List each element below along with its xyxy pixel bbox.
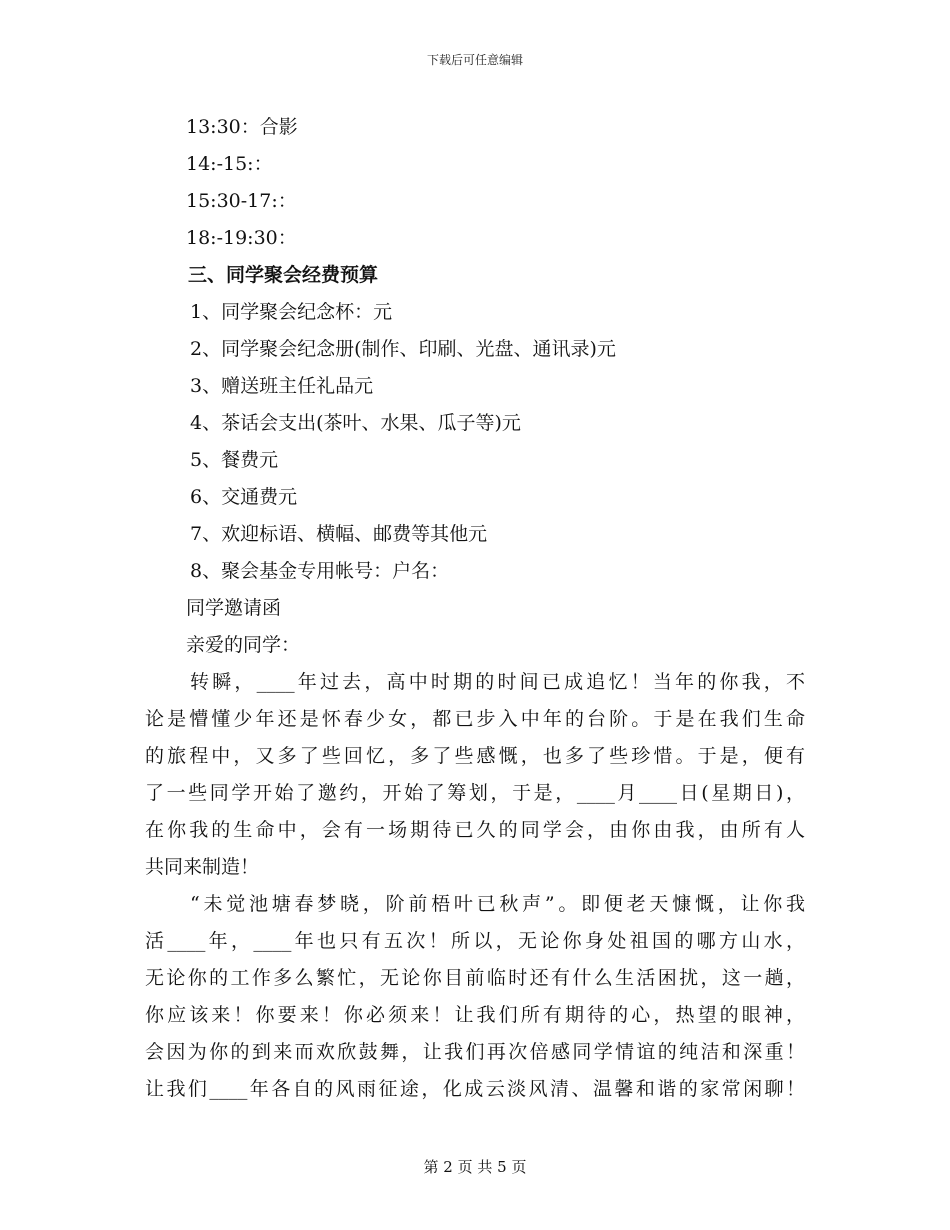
budget-item: 2、同学聚会纪念册(制作、印刷、光盘、通讯录)元 — [190, 338, 616, 360]
page-header: 下载后可任意编辑 — [426, 53, 523, 67]
budget-item: 6、交通费元 — [190, 486, 298, 508]
paragraph-line: 你应该来！你要来！你必须来！让我们所有期待的心，热望的眼神， — [145, 1004, 805, 1026]
schedule-item: 13:30：合影 — [186, 116, 298, 138]
budget-item: 1、同学聚会纪念杯：元 — [190, 301, 393, 323]
section-heading: 三、同学聚会经费预算 — [188, 264, 379, 286]
invitation-title: 同学邀请函 — [186, 597, 282, 619]
schedule-item: 14:-15:： — [186, 153, 273, 175]
budget-item: 5、餐费元 — [190, 449, 279, 471]
budget-item: 8、聚会基金专用帐号：户名： — [190, 560, 450, 582]
paragraph-line: 论是懵懂少年还是怀春少女，都已步入中年的台阶。于是在我们生命 — [145, 708, 805, 730]
paragraph-line: 了一些同学开始了邀约，开始了筹划，于是，____月____日(星期日)， — [145, 782, 805, 804]
paragraph-line: 让我们____年各自的风雨征途，化成云淡风清、温馨和谐的家常闲聊！ — [145, 1078, 805, 1100]
paragraph-line: 转瞬，____年过去，高中时期的时间已成追忆！当年的你我，不 — [190, 671, 805, 693]
paragraph-line: 的旅程中，又多了些回忆，多了些感慨，也多了些珍惜。于是，便有 — [145, 745, 805, 767]
budget-item: 3、赠送班主任礼品元 — [190, 375, 374, 397]
paragraph-line: 活____年，____年也只有五次！所以，无论你身处祖国的哪方山水， — [145, 930, 805, 952]
budget-item: 4、茶话会支出(茶叶、水果、瓜子等)元 — [190, 412, 521, 434]
page-footer: 第 2 页 共 5 页 — [423, 1158, 527, 1176]
paragraph-line: 共同来制造！ — [145, 856, 260, 878]
paragraph-line: 无论你的工作多么繁忙，无论你目前临时还有什么生活困扰，这一趟， — [145, 967, 805, 989]
invitation-salutation: 亲爱的同学： — [186, 634, 301, 656]
paragraph-line: 在你我的生命中，会有一场期待已久的同学会，由你由我，由所有人 — [145, 819, 805, 841]
paragraph-line: 会因为你的到来而欢欣鼓舞，让我们再次倍感同学情谊的纯洁和深重！ — [145, 1041, 805, 1063]
schedule-item: 18:-19:30： — [186, 227, 297, 249]
schedule-item: 15:30-17:： — [186, 190, 297, 212]
budget-item: 7、欢迎标语、横幅、邮费等其他元 — [190, 523, 488, 545]
paragraph-line: “未觉池塘春梦晓，阶前梧叶已秋声”。即便老天慷慨，让你我 — [190, 893, 805, 915]
